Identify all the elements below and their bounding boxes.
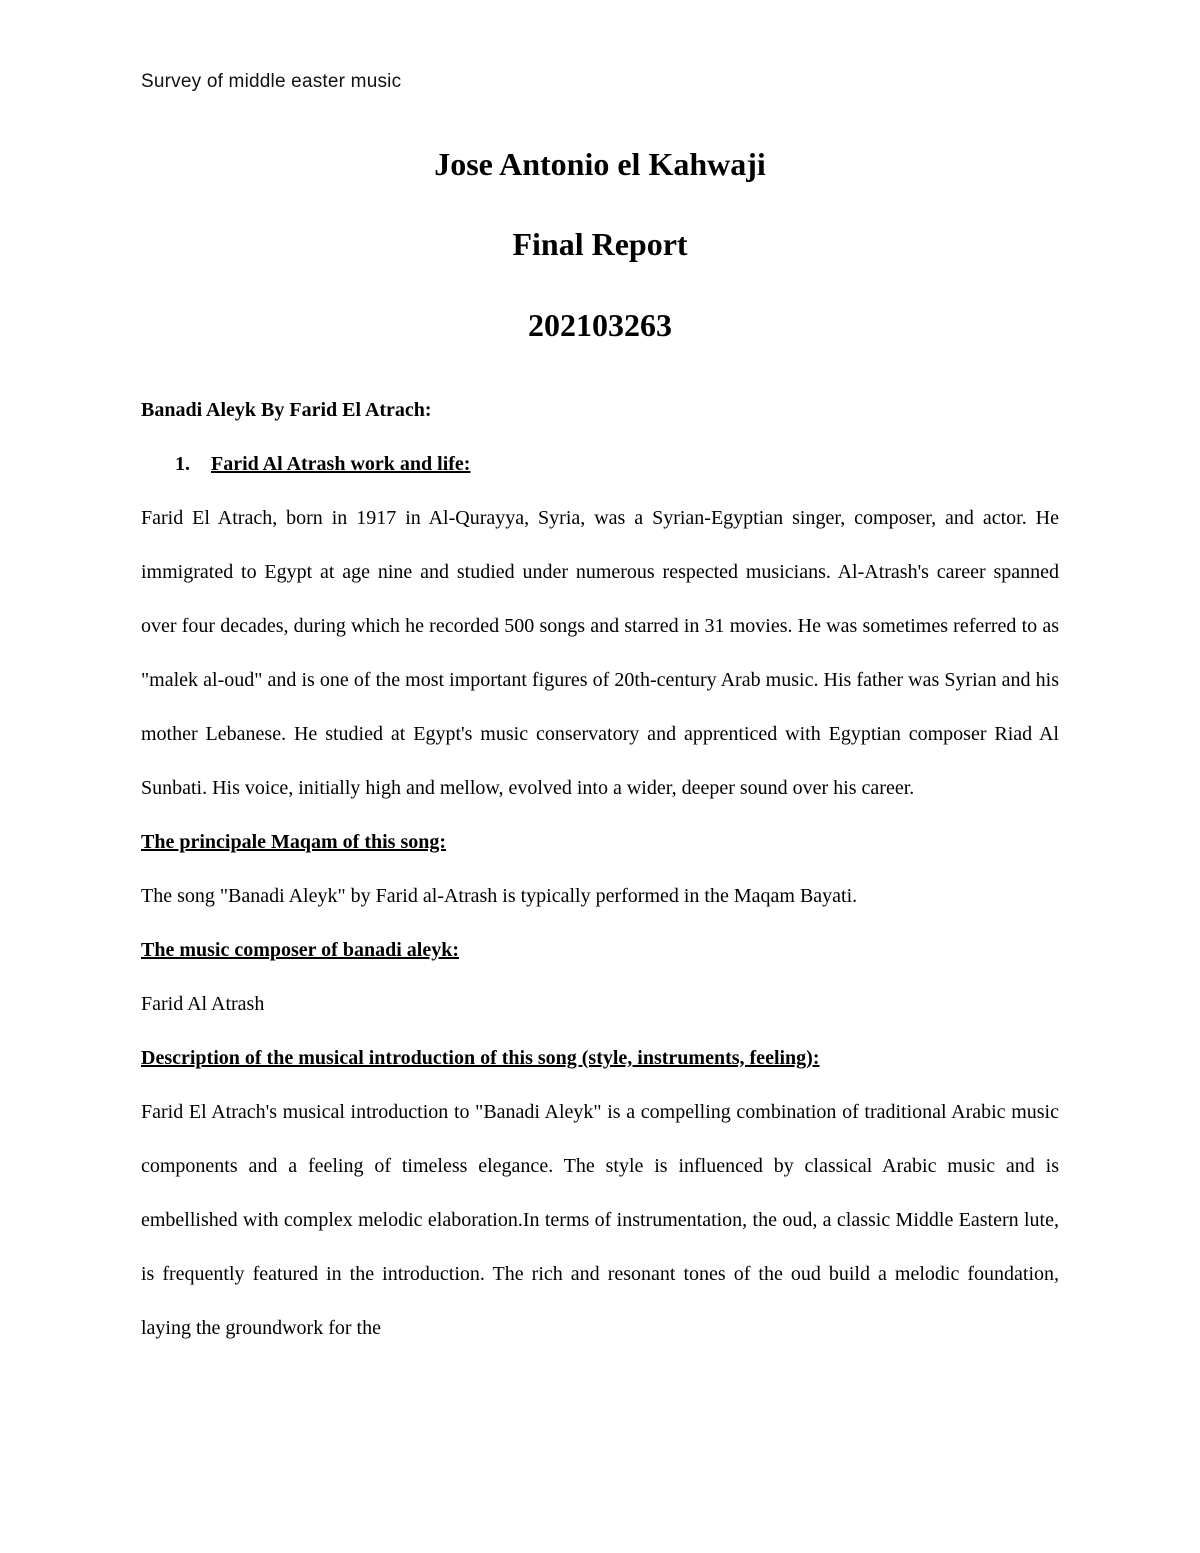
composer-heading: The music composer of banadi aleyk: (141, 939, 459, 961)
intro-heading: Description of the musical introduction of this song (style, instruments, feeling): (141, 1047, 820, 1069)
document-body (141, 383, 1059, 1355)
composer-text: Farid Al Atrash (141, 993, 265, 1015)
item-title: Farid Al Atrash work and life: (211, 453, 471, 475)
maqam-text: The song "Banadi Aleyk" by Farid al-Atrash is typically performed in the Maqam Bayati. (141, 885, 858, 907)
song-heading: Banadi Aleyk By Farid El Atrach: (141, 399, 432, 421)
maqam-heading: The principale Maqam of this song: (141, 831, 447, 853)
author-name: Jose Antonio el Kahwaji (434, 146, 766, 182)
bio-paragraph: Farid El Atrach, born in 1917 in Al-Qurayya, Syria, was a Syrian-Egyptian singer, composer, and actor. He immigrated to Egypt at age nine and studied under numerous respected musicians. Al-Atrash's career spanned over four decades, during which he recorded 500 songs and starred in 31 movies. He was sometimes referred to as "malek al-oud" and is one of the most important figures of 20th-century Arab music. His father was Syrian and his mother Lebanese. He studied at Egypt's music conservatory and apprenticed with Egyptian composer Riad Al Sunbati. His voice, initially high and mellow, evolved into a wider, deeper sound over his career. (141, 507, 1059, 799)
running-header: Survey of middle easter music (141, 71, 402, 92)
item-number: 1. (175, 453, 190, 475)
student-id: 202103263 (528, 307, 672, 343)
report-title: Final Report (512, 226, 688, 262)
intro-paragraph: Farid El Atrach's musical introduction to "Banadi Aleyk" is a compelling combination of traditional Arabic music components and a feeling of timeless elegance. The style is influenced by classical Arabic music and is embellished with complex melodic elaboration.In terms of instrumentation, the oud, a classic Middle Eastern lute, is frequently featured in the introduction. The rich and resonant tones of the oud build a melodic foundation, laying the groundwork for the (141, 1101, 1059, 1339)
numbered-item-1 (141, 437, 1059, 491)
